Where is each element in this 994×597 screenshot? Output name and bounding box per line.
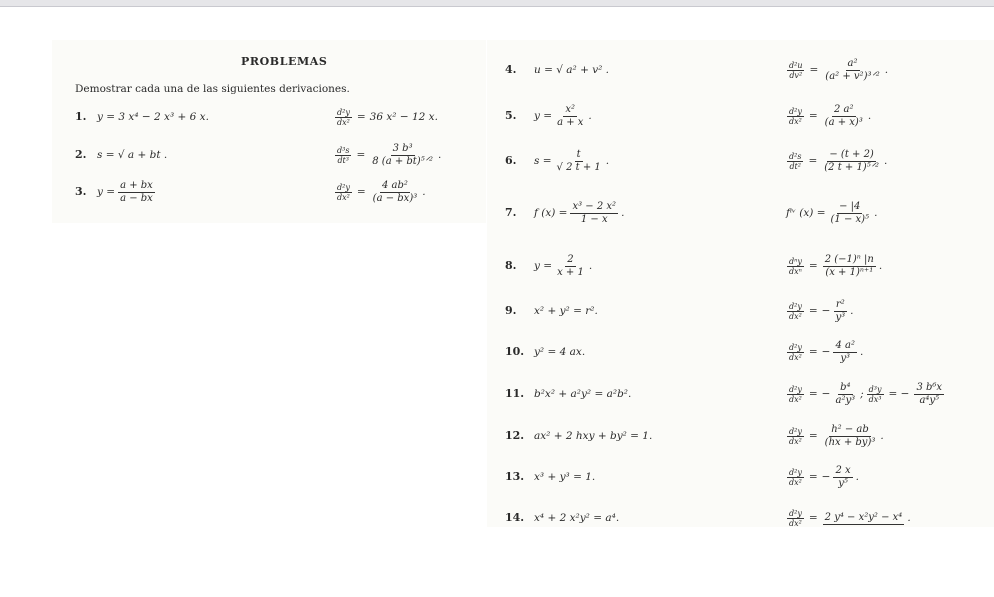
derivative-operator-numerator: d²y <box>337 107 350 117</box>
result-text: . <box>907 512 911 524</box>
derivative-operator-denominator: dt³ <box>337 155 349 165</box>
result-fraction <box>823 512 905 525</box>
function-suffix: . <box>621 207 625 219</box>
result-fraction-denominator: 8 (a + bt)⁵ᐟ² <box>372 155 433 167</box>
derivative-operator-denominator: dx² <box>789 436 802 446</box>
problem-function <box>533 382 632 406</box>
equals-sign: = <box>808 512 818 524</box>
function-fraction <box>555 149 603 174</box>
result-text: . <box>860 346 864 358</box>
problem-number: 2. <box>75 148 87 161</box>
function-fraction-denominator: a − bx <box>120 192 153 204</box>
problem-function <box>533 104 593 128</box>
function-text: b²x² + a²y² = a²b². <box>534 388 632 400</box>
problem-function <box>533 340 586 364</box>
result-fraction-denominator: y³ <box>840 352 851 364</box>
problem-derivative <box>785 254 883 278</box>
derivative-operator <box>787 385 804 404</box>
function-suffix: . <box>605 155 610 167</box>
result-text: . <box>855 471 860 483</box>
function-prefix: s = <box>534 155 552 167</box>
derivative-operator-denominator: dv² <box>789 70 803 80</box>
second-derivative-operator-numerator: d³y <box>868 384 882 394</box>
result-text: 36 x² − 12 x. <box>369 111 438 123</box>
problem-function <box>533 465 596 489</box>
problem-function <box>533 299 599 323</box>
function-text: x³ + y³ = 1. <box>534 471 596 483</box>
result-fraction-numerator: − (t + 2) <box>829 148 874 160</box>
result-prefix: − <box>821 346 831 358</box>
derivative-operator-denominator: dx² <box>789 116 802 126</box>
result-text: . <box>880 430 884 442</box>
derivative-operator <box>787 302 804 321</box>
result-text: . <box>850 305 854 317</box>
result-prefix: − <box>821 471 831 483</box>
problem-number: 6. <box>505 154 517 167</box>
result-fraction-denominator: (x + 1)ⁿ⁺¹ <box>825 266 874 278</box>
function-fraction-denominator: a + x <box>557 116 584 128</box>
function-fraction-numerator: t <box>576 148 581 160</box>
equals-sign: = − <box>888 388 910 400</box>
function-fraction-denominator: √ 2 t + 1 <box>556 161 601 173</box>
derivative-operator-denominator: dx² <box>789 394 802 404</box>
second-result-fraction-denominator: a⁴y⁵ <box>919 394 940 406</box>
page-title: PROBLEMAS <box>241 55 328 68</box>
function-fraction-numerator: x² <box>565 103 576 115</box>
problem-number: 8. <box>505 259 517 272</box>
result-fraction <box>823 104 865 129</box>
problem-function <box>533 506 620 530</box>
equals-sign: = <box>808 260 818 272</box>
problem-function <box>96 105 210 129</box>
second-result-fraction <box>914 382 944 407</box>
derivative-operator <box>787 343 804 362</box>
function-text: y² = 4 ax. <box>534 346 586 358</box>
problem-derivative <box>785 149 888 173</box>
problem-number: 7. <box>505 206 517 219</box>
derivative-operator-numerator: d²y <box>789 301 802 311</box>
second-derivative-operator <box>867 385 884 404</box>
problem-derivative <box>785 104 872 128</box>
function-suffix: . <box>588 260 593 272</box>
problem-derivative <box>785 58 889 82</box>
derivative-operator-denominator: dxⁿ <box>789 266 802 276</box>
function-fraction-denominator: 1 − x <box>580 213 608 225</box>
function-fraction-numerator: 2 <box>567 253 574 265</box>
derivative-operator <box>787 509 804 528</box>
problem-number: 4. <box>505 63 517 76</box>
viewer-top-bar <box>0 0 994 7</box>
function-text: s = √ a + bt . <box>97 149 168 161</box>
result-fraction-denominator: (a + x)³ <box>824 116 863 128</box>
derivative-operator-numerator: d²y <box>789 508 802 518</box>
result-fraction-numerator: − |4 <box>839 200 861 212</box>
result-fraction-numerator: r² <box>835 298 845 310</box>
equals-sign: = <box>808 305 818 317</box>
result-fraction-numerator: 2 x <box>835 464 851 476</box>
problem-derivative <box>333 180 427 204</box>
result-fraction <box>371 180 420 205</box>
instructions-text: Demostrar cada una de las siguientes derivaciones. <box>75 83 350 95</box>
result-fraction-numerator: b⁴ <box>840 381 851 393</box>
function-suffix: . <box>588 110 592 122</box>
function-prefix: y = <box>97 186 116 198</box>
derivative-operator <box>335 108 352 127</box>
function-prefix: f (x) = <box>534 207 568 219</box>
equals-sign: = <box>808 155 818 167</box>
derivative-operator-numerator: dⁿy <box>789 256 802 266</box>
problem-number: 9. <box>505 304 517 317</box>
derivative-operator <box>787 257 804 276</box>
result-fraction <box>833 382 857 407</box>
derivative-operator-denominator: dx² <box>789 311 802 321</box>
result-text: . <box>878 260 883 272</box>
derivative-operator-denominator: dt² <box>789 161 801 171</box>
problem-derivative <box>333 105 439 129</box>
problem-derivative <box>785 424 885 448</box>
problem-function <box>96 180 157 204</box>
result-text: . <box>884 64 889 76</box>
derivative-operator <box>787 107 804 126</box>
second-result-fraction-numerator: 3 b⁶x <box>916 381 943 393</box>
equals-sign: = <box>808 430 818 442</box>
equals-sign: = <box>356 111 366 123</box>
result-fraction-denominator: (a² + v²)³ᐟ² <box>825 70 880 82</box>
result-fraction <box>833 340 857 365</box>
problem-derivative <box>785 340 864 364</box>
derivative-operator <box>787 152 803 171</box>
result-fraction <box>829 201 872 226</box>
derivative-operator-denominator: dx² <box>789 477 802 487</box>
result-fraction <box>833 465 852 490</box>
problem-derivative <box>785 299 855 323</box>
equals-sign: = <box>809 64 819 76</box>
result-text: . <box>422 186 426 198</box>
result-fraction-numerator: 2 a² <box>833 103 854 115</box>
derivative-operator-numerator: d²y <box>337 182 350 192</box>
function-fraction <box>118 180 155 205</box>
second-derivative-operator-denominator: dx³ <box>868 394 882 404</box>
result-fraction-numerator: h² − ab <box>831 423 869 435</box>
result-text: . <box>867 110 872 122</box>
derivative-operator-denominator: dx² <box>337 117 350 127</box>
function-prefix: y = <box>534 260 553 272</box>
problem-function <box>533 58 610 82</box>
result-fraction-numerator: 2 y⁴ − x²y² − x⁴ <box>824 511 903 523</box>
derivative-operator-numerator: d²y <box>789 342 802 352</box>
derivative-operator <box>787 61 804 80</box>
result-prefix: − <box>821 388 831 400</box>
result-fraction-denominator: (2 t + 1)⁵ᐟ² <box>824 161 879 173</box>
function-text: ax² + 2 hxy + by² = 1. <box>534 430 653 442</box>
result-fraction-denominator: y³ <box>835 311 846 323</box>
function-text: x² + y² = r². <box>534 305 598 317</box>
derivative-operator-denominator: dx² <box>789 352 802 362</box>
equals-sign: = <box>356 186 366 198</box>
derivative-operator-numerator: d³s <box>337 145 350 155</box>
result-fraction-denominator: (1 − x)⁵ <box>830 213 870 225</box>
derivative-operator <box>787 468 804 487</box>
derivative-operator <box>335 183 352 202</box>
problem-function <box>533 424 653 448</box>
result-fraction-denominator: (a − bx)³ <box>372 192 418 204</box>
derivative-operator-numerator: d²u <box>789 60 803 70</box>
result-prefix: fⁱᵛ (x) = <box>786 207 826 219</box>
problem-function <box>533 149 610 173</box>
problem-function <box>533 201 625 225</box>
result-fraction-numerator: 2 (−1)ⁿ |n <box>824 253 874 265</box>
result-fraction-denominator: y⁵ <box>838 477 848 489</box>
derivative-operator-denominator: dx² <box>337 192 350 202</box>
problem-number: 5. <box>505 109 517 122</box>
function-text: u = √ a² + v² . <box>534 64 610 76</box>
result-text: . <box>874 207 878 219</box>
function-fraction-denominator: x + 1 <box>557 266 584 278</box>
derivative-operator-numerator: d²y <box>789 426 802 436</box>
problem-derivative <box>785 506 912 530</box>
problem-number: 11. <box>505 387 525 400</box>
equals-sign: = <box>808 110 818 122</box>
problem-number: 12. <box>505 429 525 442</box>
problem-derivative <box>785 201 878 225</box>
function-fraction <box>555 104 585 129</box>
function-fraction <box>570 201 618 226</box>
equals-sign: = <box>808 471 818 483</box>
result-fraction <box>823 58 881 83</box>
result-fraction-denominator: (hx + by)³ <box>824 436 876 448</box>
problem-number: 10. <box>505 345 525 358</box>
problem-function <box>96 143 168 167</box>
result-prefix: − <box>821 305 831 317</box>
derivative-operator-numerator: d²y <box>789 106 802 116</box>
derivative-operator <box>335 146 351 165</box>
result-fraction-numerator: a² <box>847 57 858 69</box>
result-fraction-numerator: 4 a² <box>835 339 855 351</box>
function-fraction-numerator: a + bx <box>120 179 153 191</box>
result-fraction <box>823 424 878 449</box>
result-fraction <box>833 299 847 324</box>
derivative-operator-numerator: d²s <box>789 151 802 161</box>
derivative-operator-denominator: dx² <box>789 518 802 528</box>
equals-sign: = <box>808 388 818 400</box>
problem-number: 3. <box>75 185 87 198</box>
result-fraction <box>370 143 435 168</box>
function-fraction <box>555 254 586 279</box>
function-fraction-numerator: x³ − 2 x² <box>572 200 617 212</box>
derivative-operator-numerator: d²y <box>789 384 802 394</box>
result-text: . <box>437 149 442 161</box>
result-text: . <box>883 155 888 167</box>
problem-number: 14. <box>505 511 525 524</box>
derivative-operator <box>787 427 804 446</box>
result-text: ; <box>860 388 864 400</box>
function-prefix: y = <box>534 110 553 122</box>
result-fraction <box>823 254 876 279</box>
problem-derivative <box>785 465 860 489</box>
problem-number: 13. <box>505 470 525 483</box>
equals-sign: = <box>808 346 818 358</box>
function-text: x⁴ + 2 x²y² = a⁴. <box>534 512 620 524</box>
result-fraction-denominator: a²y³ <box>835 394 856 406</box>
result-fraction <box>822 149 881 174</box>
problem-function <box>533 254 593 278</box>
function-text: y = 3 x⁴ − 2 x³ + 6 x. <box>97 111 209 123</box>
problem-derivative <box>785 382 946 406</box>
equals-sign: = <box>356 149 366 161</box>
result-fraction-numerator: 3 b³ <box>392 142 413 154</box>
problem-derivative <box>333 143 442 167</box>
result-fraction-numerator: 4 ab² <box>381 179 408 191</box>
derivative-operator-numerator: d²y <box>789 467 802 477</box>
problem-number: 1. <box>75 110 87 123</box>
